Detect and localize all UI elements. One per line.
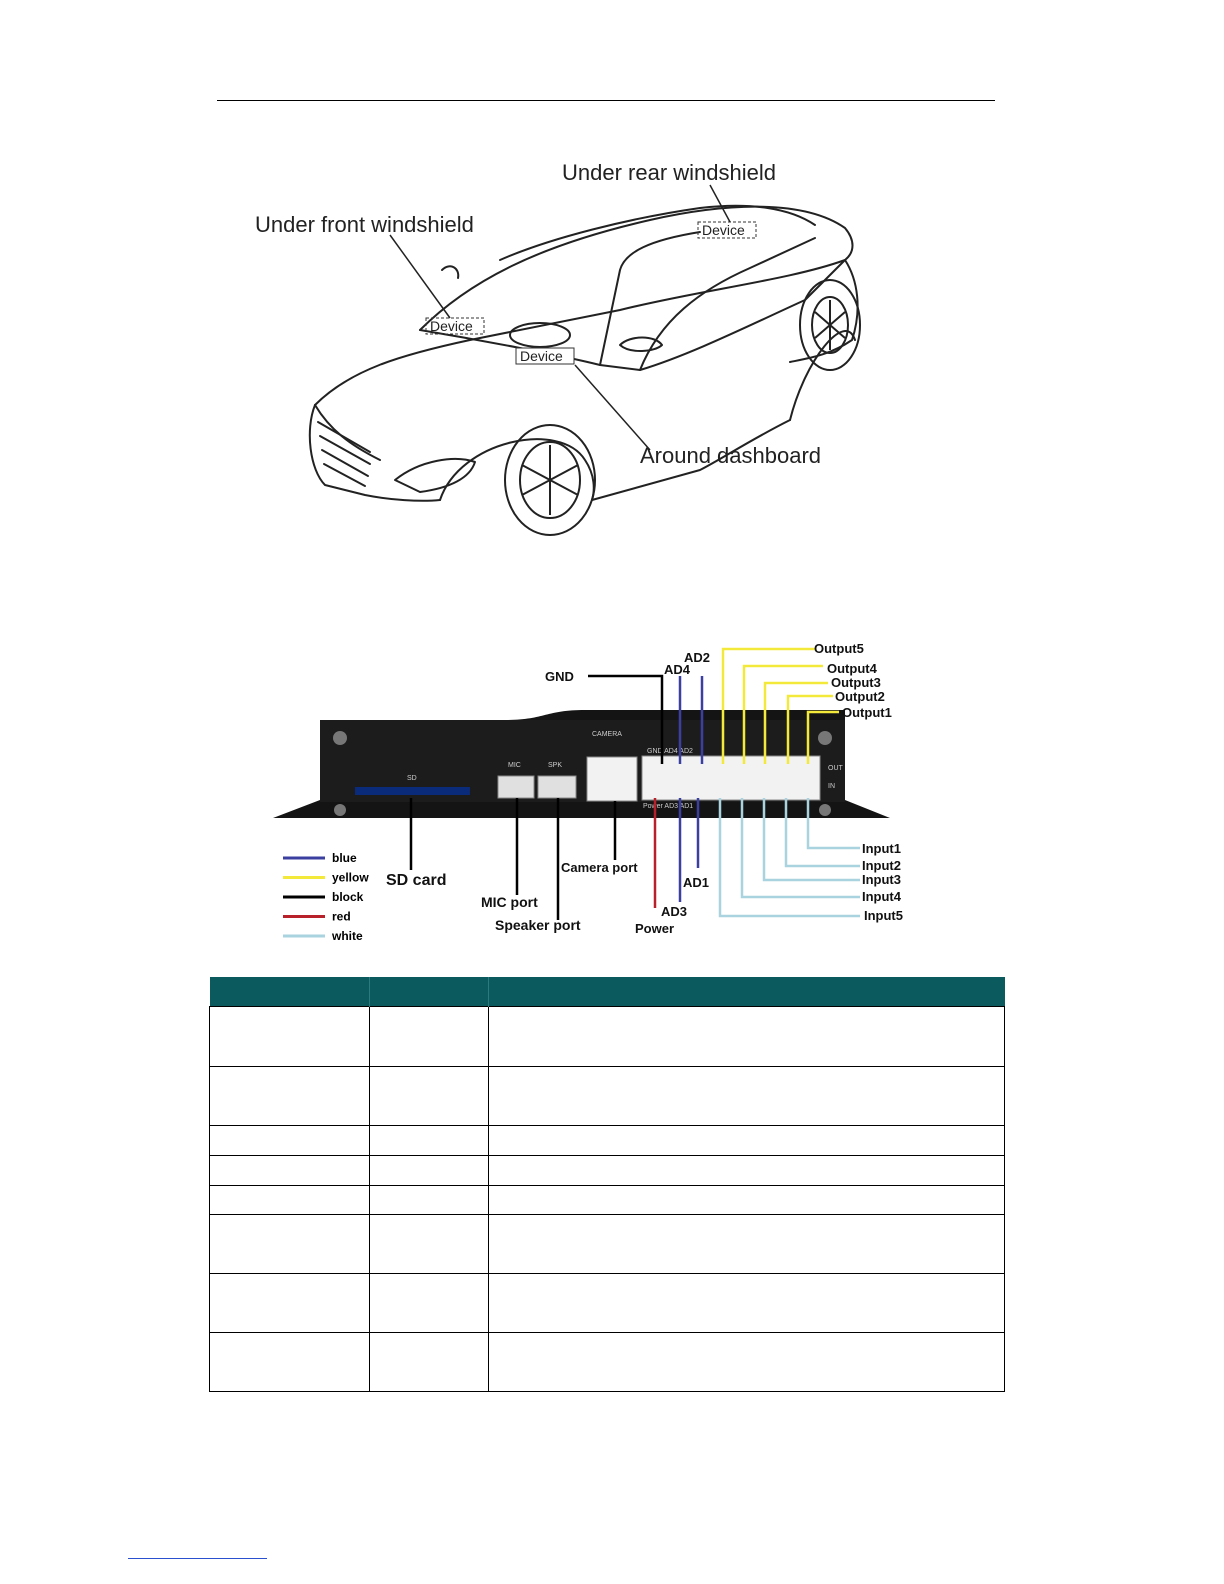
- callout-input3: Input3: [862, 872, 901, 887]
- screw-icon: [333, 731, 347, 745]
- table-cell: [210, 1215, 370, 1274]
- legend-label-blue: blue: [332, 851, 357, 865]
- device-label-dashboard: Device: [520, 348, 563, 364]
- table-cell: [210, 1156, 370, 1186]
- callout-ad4: AD4: [664, 662, 691, 677]
- label-under-rear-windshield: Under rear windshield: [562, 160, 776, 185]
- table-row: [210, 1067, 1005, 1126]
- table-cell: [370, 1007, 489, 1067]
- table-row: [210, 1186, 1005, 1215]
- header-rule: [217, 100, 995, 101]
- callout-input1: Input1: [862, 841, 901, 856]
- table-header-cell: [489, 977, 1005, 1007]
- color-legend: [283, 851, 369, 943]
- panel-label-out: OUT: [828, 765, 843, 772]
- table-row: [210, 1156, 1005, 1186]
- screw-icon: [334, 804, 346, 816]
- table-cell: [210, 1274, 370, 1333]
- io-connector: [642, 756, 820, 800]
- speaker-port: [538, 776, 576, 798]
- callout-power: Power: [635, 921, 675, 936]
- callout-camera-port: Camera port: [561, 860, 638, 875]
- table-cell: [210, 1067, 370, 1126]
- callout-speaker-port: Speaker port: [495, 917, 581, 933]
- table-cell: [489, 1274, 1005, 1333]
- label-under-front-windshield: Under front windshield: [255, 212, 474, 237]
- table-header-cell: [210, 977, 370, 1007]
- wheels: [505, 280, 860, 535]
- panel-label-spk: SPK: [548, 762, 563, 769]
- table-row: [210, 1126, 1005, 1156]
- table-cell: [489, 1333, 1005, 1392]
- table-cell: [370, 1126, 489, 1156]
- table-cell: [370, 1186, 489, 1215]
- sd-slot: [355, 787, 470, 795]
- callout-output5: Output5: [814, 641, 864, 656]
- callout-ad2: AD2: [684, 650, 711, 665]
- callout-input4: Input4: [862, 889, 901, 904]
- callout-output4: Output4: [827, 661, 877, 676]
- callout-ad1: AD1: [683, 875, 710, 890]
- device-label-front: Device: [430, 318, 473, 334]
- label-around-dashboard: Around dashboard: [640, 443, 822, 468]
- callout-output2: Output2: [835, 689, 885, 704]
- legend-label-yellow: yellow: [332, 870, 369, 885]
- table-cell: [489, 1007, 1005, 1067]
- panel-label-in: IN: [828, 783, 835, 790]
- legend-label-block: block: [332, 890, 364, 904]
- callout-ad3: AD3: [661, 904, 688, 919]
- panel-label-mic: MIC: [508, 762, 521, 769]
- table-cell: [370, 1215, 489, 1274]
- mic-port: [498, 776, 534, 798]
- table-cell: [489, 1186, 1005, 1215]
- pin-table: [209, 977, 1005, 1392]
- table-cell: [370, 1333, 489, 1392]
- table-cell: [370, 1156, 489, 1186]
- callout-output1: Output1: [842, 705, 892, 720]
- table-row: [210, 1333, 1005, 1392]
- camera-port: [587, 757, 637, 801]
- screw-icon: [819, 804, 831, 816]
- table-cell: [370, 1274, 489, 1333]
- table-cell: [489, 1215, 1005, 1274]
- table-row: [210, 1215, 1005, 1274]
- wiring-diagram: [265, 640, 965, 950]
- table-cell: [210, 1126, 370, 1156]
- table-cell: [489, 1156, 1005, 1186]
- table-cell: [370, 1067, 489, 1126]
- table-cell: [210, 1333, 370, 1392]
- callout-input2: Input2: [862, 858, 901, 873]
- table-header-cell: [370, 977, 489, 1007]
- table-header-row: [210, 977, 1005, 1007]
- panel-label-bottom-row: Power AD3 AD1: [643, 803, 694, 810]
- table-cell: [210, 1186, 370, 1215]
- panel-label-sd: SD: [407, 775, 417, 782]
- table-row: [210, 1274, 1005, 1333]
- panel-label-top-row: GND AD4 AD2: [647, 748, 693, 755]
- legend-label-red: red: [332, 909, 351, 924]
- panel-label-camera: CAMERA: [592, 731, 622, 738]
- callout-output3: Output3: [831, 675, 881, 690]
- legend-label-white: white: [332, 929, 363, 943]
- callout-gnd: GND: [545, 669, 574, 684]
- screw-icon: [818, 731, 832, 745]
- footer-link-underline: [128, 1558, 267, 1559]
- car-installation-figure: [230, 140, 910, 540]
- callout-sd-card: SD card: [386, 872, 447, 889]
- device-label-rear: Device: [702, 222, 745, 238]
- table-cell: [210, 1007, 370, 1067]
- table-cell: [489, 1067, 1005, 1126]
- table-cell: [489, 1126, 1005, 1156]
- table-row: [210, 1007, 1005, 1067]
- callout-mic-port: MIC port: [481, 894, 538, 910]
- callout-input5: Input5: [864, 908, 903, 923]
